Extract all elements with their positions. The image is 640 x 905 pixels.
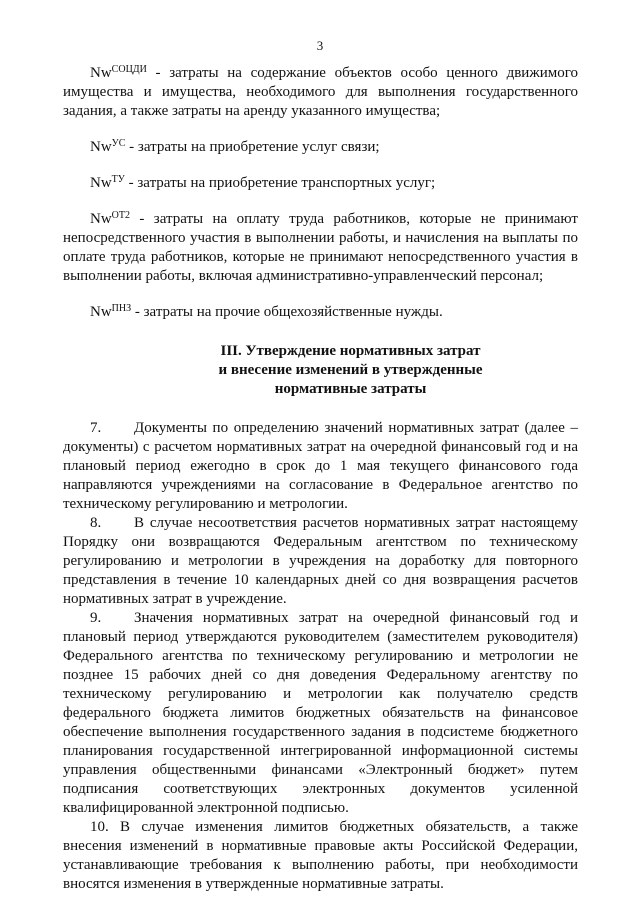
clause-9 — [63, 609, 578, 818]
definition-socdi — [63, 64, 578, 121]
page-number: 3 — [316, 38, 324, 53]
section-title-line: III. Утверждение нормативных затрат — [220, 343, 481, 359]
definition-superscript: ПНЗ — [111, 303, 132, 314]
definition-text: - затраты на оплату труда работников, которые не принимают непосредственного участия в выполнении работы, и начисления на выплаты по оплате труда работников, которые не принимают непосредственного участия в выполнении работы, включая административно-управленческий персонал; — [63, 211, 578, 284]
definition-ot2 — [63, 210, 578, 286]
clause-10 — [63, 818, 578, 894]
definition-symbol: Nw — [90, 65, 112, 81]
clause-text: Документы по определению значений нормативных затрат (далее – документы) с расчетом нормативных затрат на очередной финансовый год и на плановый период ежегодно в срок до 1 мая текущего финансового года направляются учреждениями на согласование в Федеральное агентство по техническому регулированию и метрологии. — [63, 420, 578, 512]
clause-7 — [63, 419, 578, 514]
clause-number: 7. — [90, 420, 102, 436]
clause-text: В случае изменения лимитов бюджетных обязательств, а также внесения изменений в нормативные правовые акты Российской Федерации, устанавливающие требования к выполнению работы, при необходимости вносятся изменения в утвержденные нормативные затраты. — [63, 819, 578, 892]
definition-text: - затраты на приобретение транспортных услуг; — [124, 175, 436, 191]
definition-pnz — [63, 303, 578, 322]
clause-number: 10. — [90, 819, 109, 835]
definition-superscript: ТУ — [111, 174, 125, 185]
clause-text: Значения нормативных затрат на очередной финансовый год и плановый период утверждаются руководителем (заместителем руководителя) Федерального агентства по техническому регулированию и метрологии не позднее 15 рабочих дней со дня доведения Федеральному агентству по техническому регулированию и метрологии как получателю средств федерального бюджета лимитов бюджетных обязательств на финансовое обеспечение выполнения государственного задания в подсистеме бюджетного планирования государственной интегрированной информационной системы управления общественными финансами «Электронный бюджет» путем подписания соответствующих электронных документов усиленной квалифицированной электронной подписью. — [63, 610, 578, 816]
definition-tu — [63, 174, 578, 193]
clause-8 — [63, 514, 578, 609]
clause-text: В случае несоответствия расчетов нормативных затрат настоящему Порядку они возвращаются Федеральным агентством по техническому регулированию и метрологии в учреждения на доработку для повторного представления в течение 10 календарных дней со дня возвращения расчетов нормативных затрат в учреждение. — [63, 515, 578, 607]
definition-symbol: Nw — [90, 304, 112, 320]
section-title-line: нормативные затраты — [274, 381, 427, 397]
section-title — [63, 342, 578, 399]
section-title-line: и внесение изменений в утвержденные — [218, 362, 483, 378]
definition-symbol: Nw — [90, 139, 112, 155]
definition-us — [63, 138, 578, 157]
definition-superscript: СОЦДИ — [111, 64, 147, 75]
definition-text: - затраты на содержание объектов особо ценного движимого имущества и имущества, необходимого для выполнения государственного задания, а также затраты на аренду указанного имущества; — [63, 65, 578, 119]
definition-text: - затраты на приобретение услуг связи; — [125, 139, 380, 155]
clause-number: 9. — [90, 610, 102, 626]
definition-superscript: ОТ2 — [111, 210, 131, 221]
definition-symbol: Nw — [90, 175, 112, 191]
definition-superscript: УС — [111, 138, 126, 149]
definition-symbol: Nw — [90, 211, 112, 227]
document-body — [63, 64, 578, 894]
clause-number: 8. — [90, 515, 102, 531]
definition-text: - затраты на прочие общехозяйственные нужды. — [131, 304, 443, 320]
